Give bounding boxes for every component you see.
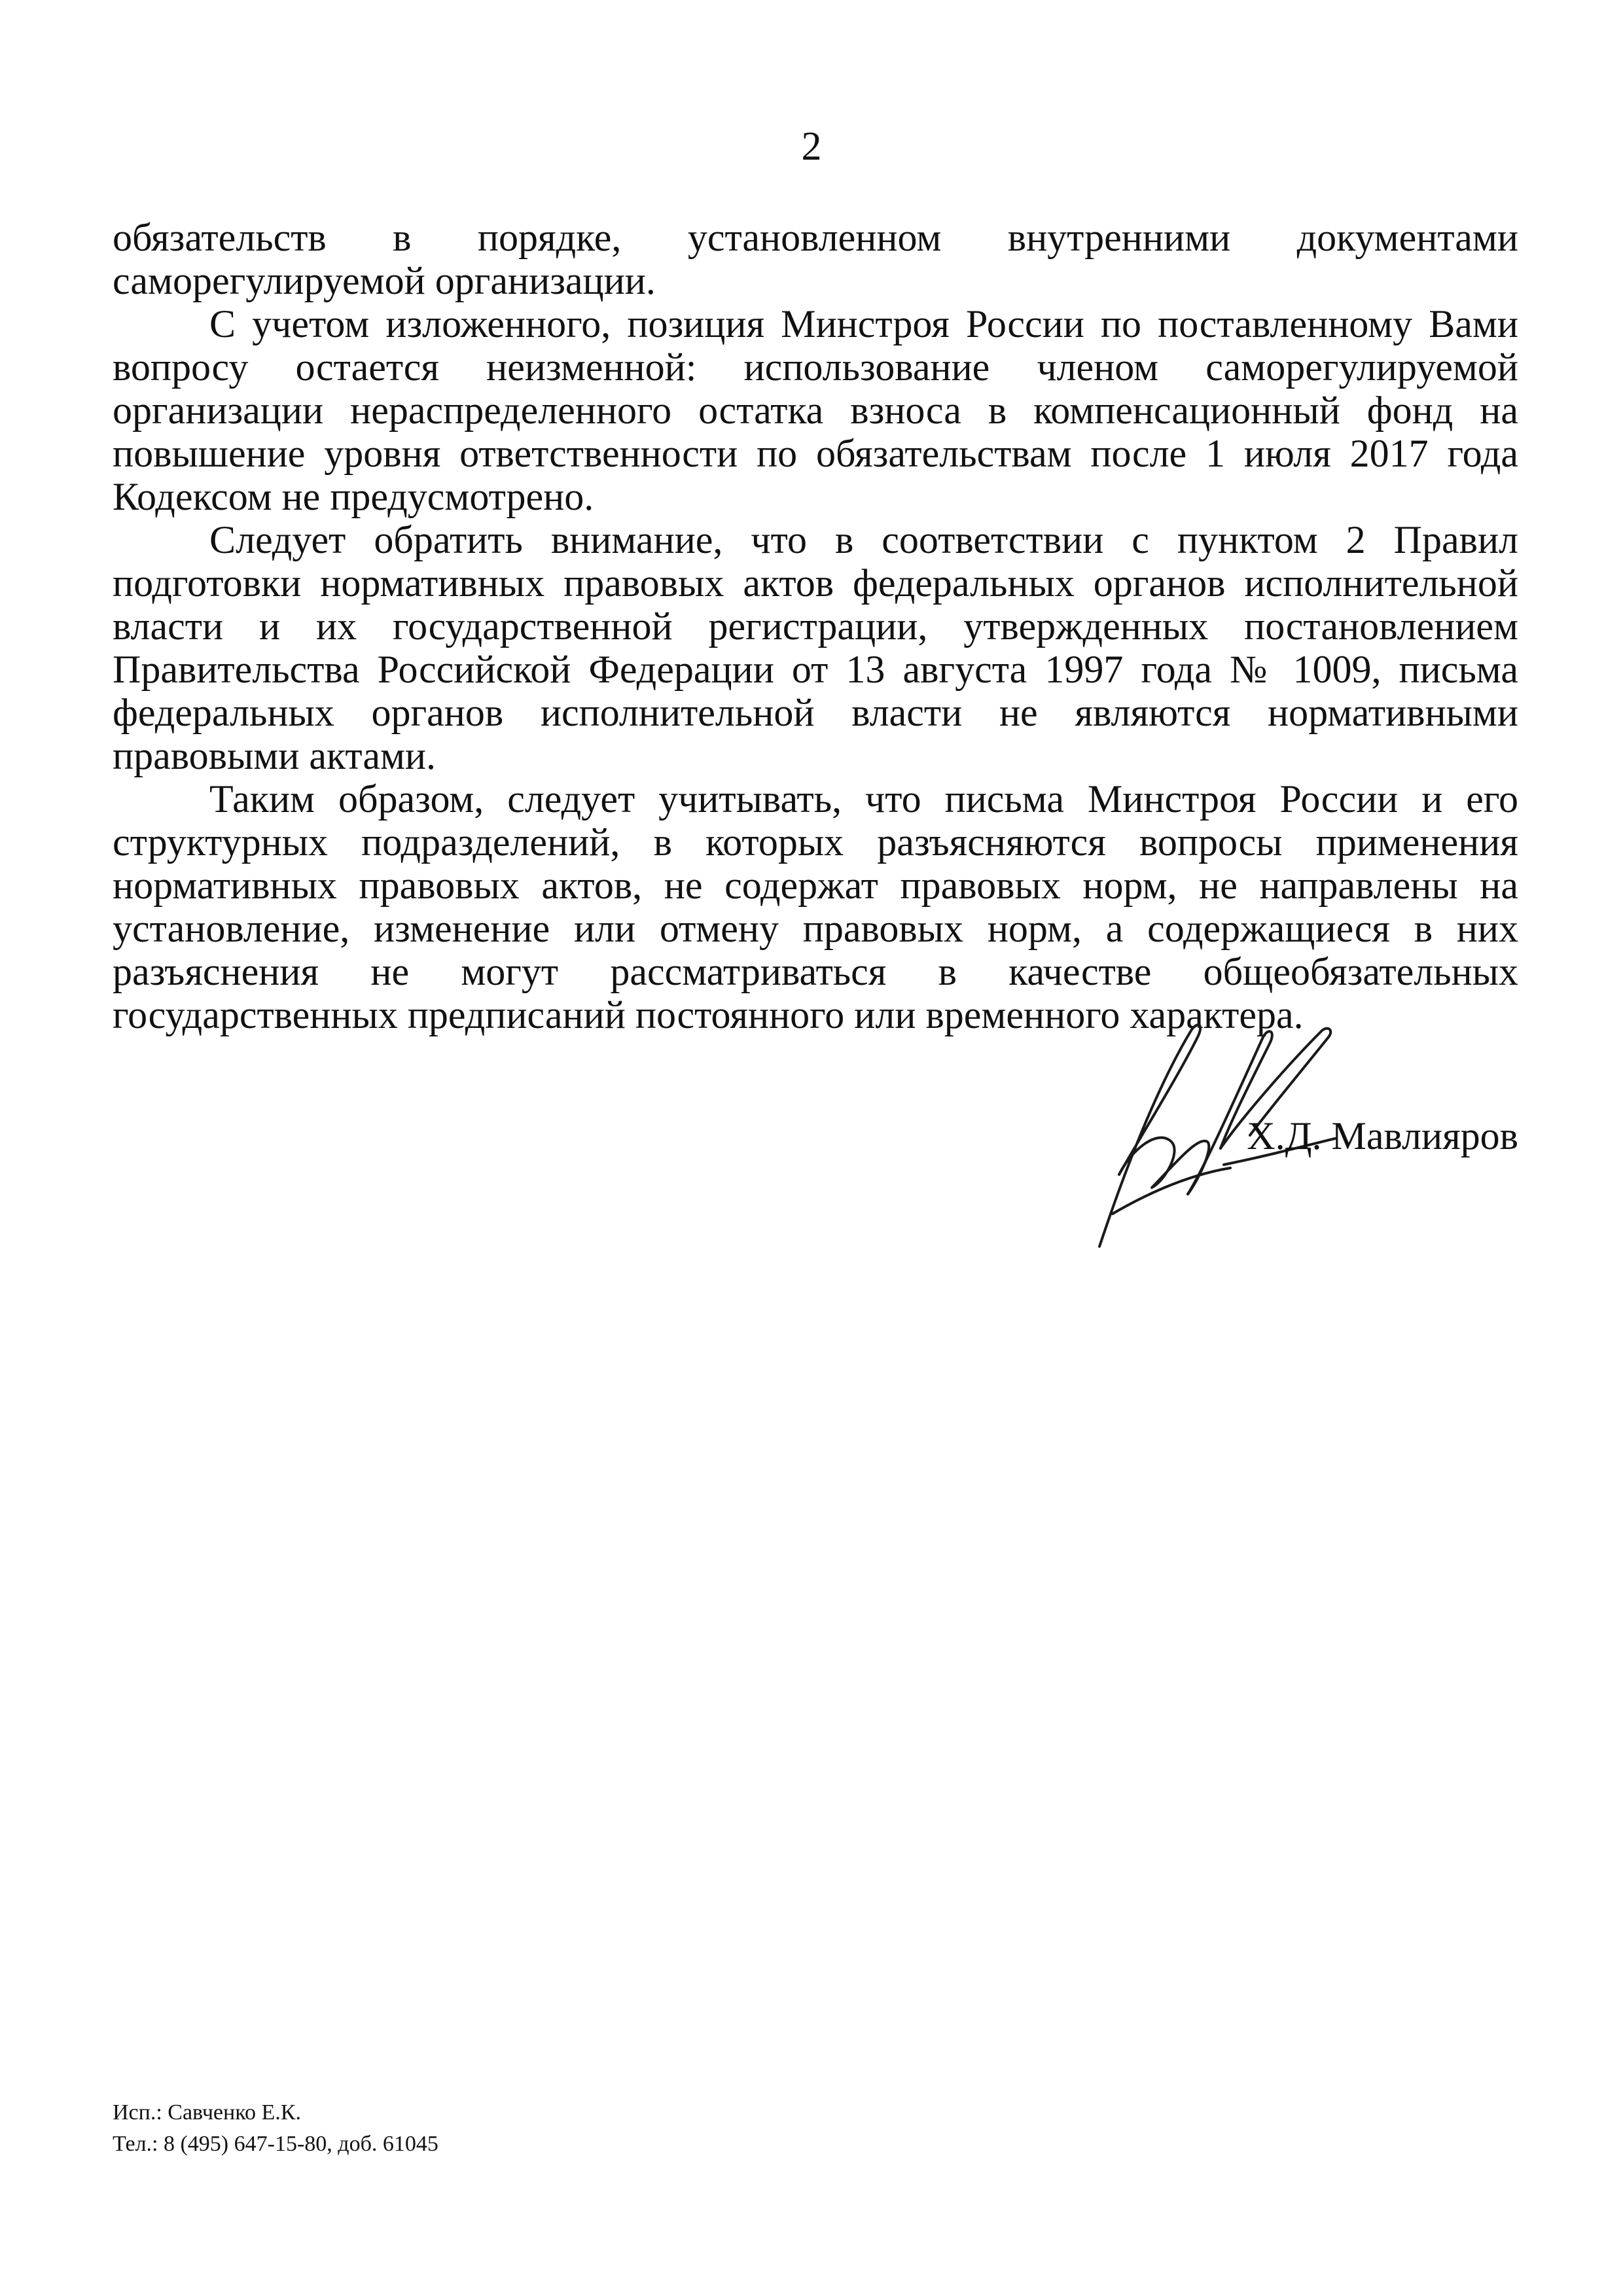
- executor-name: Исп.: Савченко Е.К.: [113, 2100, 301, 2125]
- letter-body: [113, 216, 1518, 1036]
- page-number: 2: [801, 124, 822, 169]
- signature-block: [1060, 1017, 1518, 1253]
- executor-phone: Тел.: 8 (495) 647-15-80, доб. 61045: [113, 2132, 438, 2156]
- paragraph-position: С учетом изложенного, позиция Минстроя России по поставленному Вами вопросу остается неизменной: использование членом саморегулируемой организации нераспределенного остатка взноса в компенсационный фонд на повышение уровня ответственности по обязательствам после 1 июля 2017 года Кодексом не предусмотрено.: [113, 302, 1518, 518]
- executor-footer: [113, 2097, 438, 2160]
- paragraph-continuation: обязательств в порядке, установленном внутренними документами саморегулируемой организации.: [113, 216, 1518, 302]
- paragraph-rules: Следует обратить внимание, что в соответствии с пунктом 2 Правил подготовки нормативных правовых актов федеральных органов исполнительной власти и их государственной регистрации, утвержденных постановлением Правительства Российской Федерации от 13 августа 1997 года № 1009, письма федеральных органов исполнительной власти не являются нормативными правовыми актами.: [113, 518, 1518, 777]
- paragraph-conclusion: Таким образом, следует учитывать, что письма Минстроя России и его структурных подразделений, в которых разъясняются вопросы применения нормативных правовых актов, не содержат правовых норм, не направлены на установление, изменение или отмену правовых норм, а содержащиеся в них разъяснения не могут рассматриваться в качестве общеобязательных государственных предписаний постоянного или временного характера.: [113, 777, 1518, 1036]
- signer-name: Х.Д. Мавлияров: [1247, 1114, 1518, 1157]
